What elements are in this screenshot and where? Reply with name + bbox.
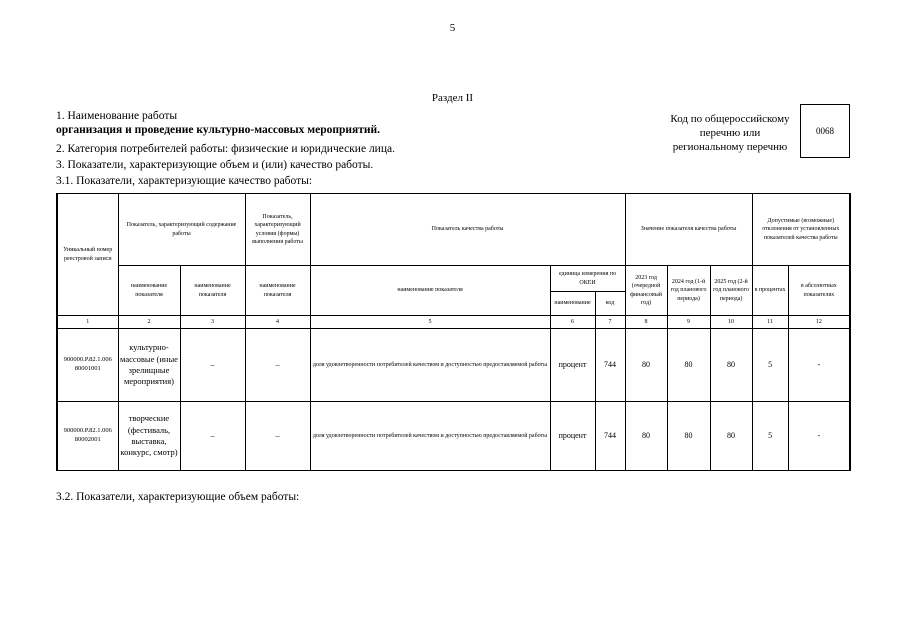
value-2025: 80 [710, 402, 752, 471]
header-indicator-name: наименование показателя [118, 266, 180, 316]
header-year-2025: 2025 год (2-й год планового периода) [710, 266, 752, 316]
registry-label-line: перечню или [699, 127, 761, 139]
header-year-2023: 2023 год (очередной финансовый год) [625, 266, 667, 316]
section-title: Раздел II [431, 92, 474, 104]
column-number: 10 [710, 316, 752, 329]
quality-indicator-name: доля удовлетворенности потребителей качеством и доступностью предоставляемой работы [310, 402, 550, 471]
indicators-heading: 3. Показатели, характеризующие объем и (или) качество работы. [56, 159, 374, 171]
registry-entry-id: 900000.Р.82.1.006 80002001 [57, 402, 118, 471]
header-indicator-name: наименование показателя [180, 266, 245, 316]
volume-heading: 3.2. Показатели, характеризующие объем работы: [56, 491, 300, 503]
quality-indicator-name: доля удовлетворенности потребителей качеством и доступностью предоставляемой работы [310, 329, 550, 402]
value-2023: 80 [625, 402, 667, 471]
header-okei-code: код [595, 292, 625, 316]
value-2024: 80 [667, 329, 710, 402]
table-row [57, 402, 850, 471]
okei-unit-code: 744 [595, 329, 625, 402]
deviation-percent: 5 [752, 329, 788, 402]
content-indicator-empty: – [180, 402, 245, 471]
column-number: 11 [752, 316, 788, 329]
okei-unit-name: процент [550, 329, 595, 402]
column-number: 1 [57, 316, 118, 329]
header-quality-value: Значение показателя качества работы [625, 194, 752, 266]
work-name-label: 1. Наименование работы [56, 110, 178, 122]
registry-label-line: Код по общероссийскому [670, 113, 790, 125]
column-number: 5 [310, 316, 550, 329]
registry-code-label [660, 112, 800, 154]
header-content-indicator: Показатель, характеризующий содержание работы [118, 194, 245, 266]
page-number: 5 [449, 22, 456, 34]
deviation-percent: 5 [752, 402, 788, 471]
table-row [57, 329, 850, 402]
column-number: 2 [118, 316, 180, 329]
header-year-2024: 2024 год (1-й год планового периода) [667, 266, 710, 316]
deviation-absolute: - [788, 329, 850, 402]
quality-heading: 3.1. Показатели, характеризующие качество работы: [56, 175, 313, 187]
column-number: 3 [180, 316, 245, 329]
value-2023: 80 [625, 329, 667, 402]
header-okei-name: наименование [550, 292, 595, 316]
header-quality-indicator: Показатель качества работы [310, 194, 625, 266]
registry-entry-id: 900000.Р.82.1.006 80001001 [57, 329, 118, 402]
conditions-indicator-empty: – [245, 402, 310, 471]
registry-code: 0068 [816, 126, 834, 136]
header-in-absolute: в абсолютных показателях [788, 266, 850, 316]
column-number: 7 [595, 316, 625, 329]
header-in-percent: в процентах [752, 266, 788, 316]
column-number: 4 [245, 316, 310, 329]
header-indicator-name: наименование показателя [310, 266, 550, 316]
header-indicator-name: наименование показателя [245, 266, 310, 316]
header-unique-number: Уникальный номер реестровой записи [57, 194, 118, 316]
okei-unit-name: процент [550, 402, 595, 471]
deviation-absolute: - [788, 402, 850, 471]
consumer-category: 2. Категория потребителей работы: физические и юридические лица. [56, 143, 395, 155]
header-conditions-indicator: Показатель, характеризующий условия (формы) выполнения работы [245, 194, 310, 266]
column-number: 9 [667, 316, 710, 329]
quality-indicators-table [56, 193, 851, 471]
conditions-indicator-empty: – [245, 329, 310, 402]
registry-label-line: региональному перечню [672, 141, 788, 153]
okei-unit-code: 744 [595, 402, 625, 471]
content-indicator-value: культурно-массовые (иные зрелищные мероприятия) [118, 329, 180, 402]
value-2024: 80 [667, 402, 710, 471]
work-name-value: организация и проведение культурно-массовых мероприятий. [56, 124, 380, 136]
column-number: 8 [625, 316, 667, 329]
value-2025: 80 [710, 329, 752, 402]
registry-code-box [800, 104, 850, 158]
content-indicator-empty: – [180, 329, 245, 402]
column-number: 6 [550, 316, 595, 329]
header-okei-unit: единица измерения по ОКЕИ [550, 266, 625, 292]
header-deviation: Допустимые (возможные) отклонения от установленных показателей качества работы [752, 194, 850, 266]
content-indicator-value: творческие (фестиваль, выставка, конкурс, смотр) [118, 402, 180, 471]
column-number: 12 [788, 316, 850, 329]
